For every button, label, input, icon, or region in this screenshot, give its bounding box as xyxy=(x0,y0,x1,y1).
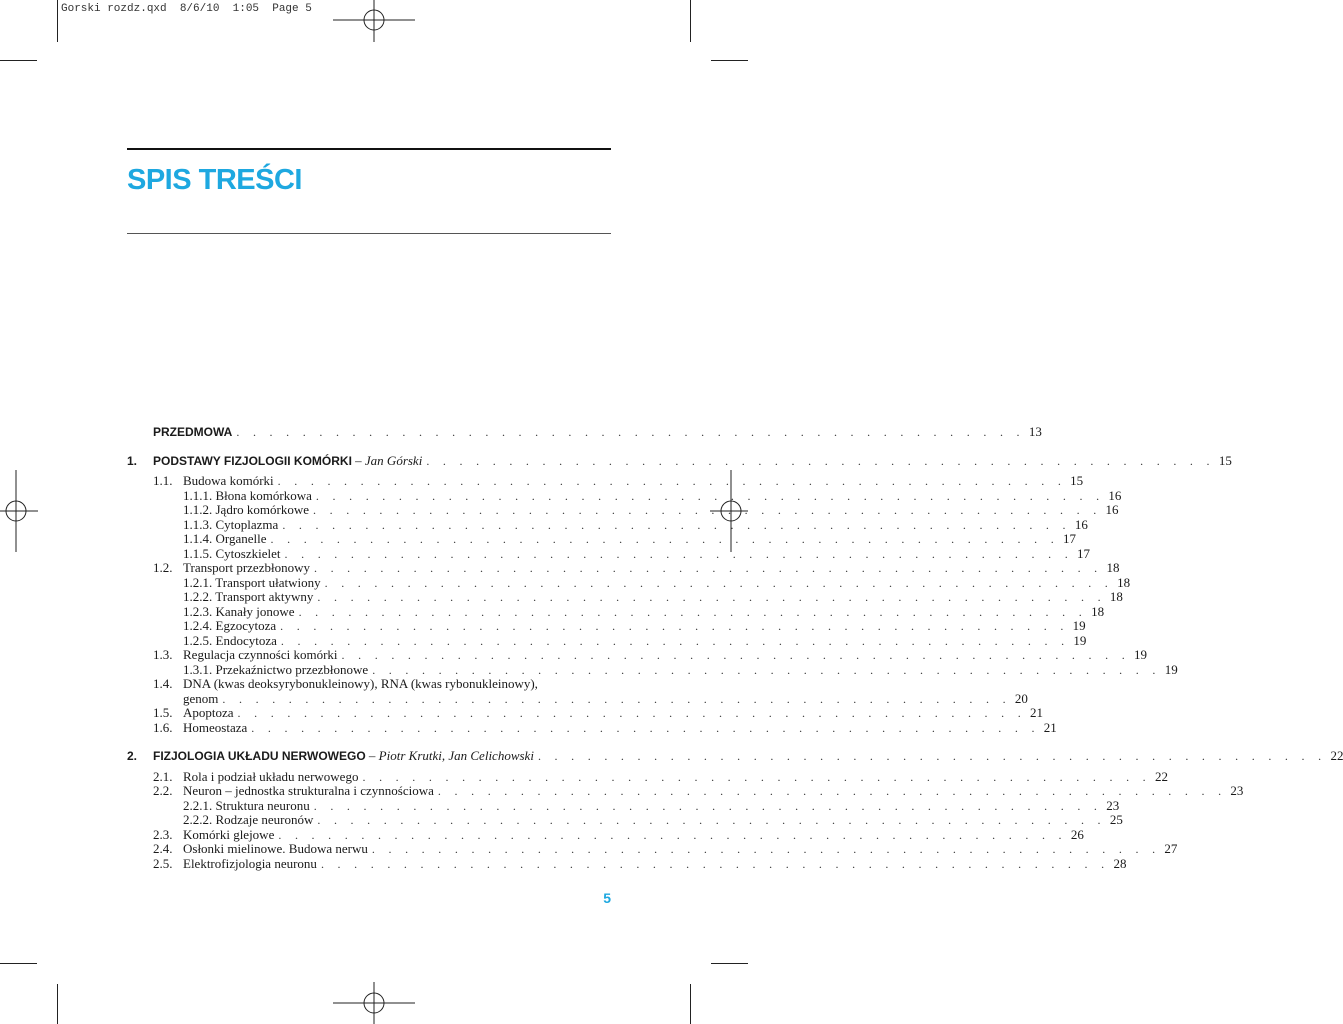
toc-page: 19 xyxy=(1072,618,1086,633)
toc-leader: . . . . . . . . . . . . . . . . . . . . . . . . . . . . . . . . . . . . . . . . . . . . . . . . xyxy=(315,488,1105,503)
toc-label: Osłonki mielinowe. Budowa nerwu xyxy=(183,841,368,856)
toc-entry xyxy=(127,768,1168,785)
toc-label: 1.2.1. Transport ułatwiony xyxy=(183,574,321,590)
toc-entry xyxy=(127,826,1084,843)
title-top-rule xyxy=(127,148,611,150)
toc-label: 1.1.4. Organelle xyxy=(183,531,267,546)
registration-mark-top xyxy=(333,0,415,42)
toc-leader: . . . . . . . . . . . . . . . . . . . . . . . . . . . . . . . . . . . . . . . . . . . . . . . . xyxy=(426,453,1215,468)
toc-subentry xyxy=(127,516,1088,533)
toc-number: 1.2. xyxy=(153,560,173,575)
toc-leader: . . . . . . . . . . . . . . . . . . . . . . . . . . . . . . . . . . . . . . . . . . . . . . . . xyxy=(277,474,1067,488)
toc-author: – Jan Górski xyxy=(351,452,423,468)
toc-page: 15 xyxy=(1218,452,1232,468)
toc-label: DNA (kwas deoksyrybonukleinowy), RNA (kwas rybonukleinowy), xyxy=(183,676,538,691)
toc-subentry xyxy=(127,502,1119,518)
toc-label: Elektrofizjologia neuronu xyxy=(183,855,317,871)
toc-label: 1.1.5. Cytoszkielet xyxy=(183,545,281,561)
toc-page: 23 xyxy=(1106,797,1120,813)
toc-label: Rola i podział układu nerwowego xyxy=(183,768,359,784)
toc-label: 1.2.4. Egzocytoza xyxy=(183,618,277,633)
printer-slug: Gorski rozdz.qxd 8/6/10 1:05 Page 5 xyxy=(61,3,312,15)
toc-leader: . . . . . . . . . . . . . . . . . . . . . . . . . . . . . . . . . . . . . . . . . . . . . . . . xyxy=(317,590,1106,604)
toc-leader: . . . . . . . . . . . . . . . . . . . . . . . . . . . . . . . . . . . . . . . . . . . . . . . . xyxy=(313,561,1103,575)
toc-label: 1.2.3. Kanały jonowe xyxy=(183,603,295,619)
toc-leader: . . . . . . . . . . . . . . . . . . . . . . . . . . . . . . . . . . . . . . . . . . . . . . . . xyxy=(280,633,1070,648)
crop-mark xyxy=(57,0,58,42)
toc-subentry xyxy=(127,574,1131,591)
toc-page: 23 xyxy=(1230,783,1244,798)
toc-subentry xyxy=(127,531,1077,547)
toc-label: FIZJOLOGIA UKŁADU NERWOWEGO xyxy=(153,749,366,763)
toc-label: Regulacja czynności komórki xyxy=(183,647,338,662)
toc-label: Apoptoza xyxy=(183,705,234,720)
crop-mark xyxy=(0,60,37,61)
toc-entry xyxy=(127,677,611,692)
toc-subentry xyxy=(127,603,1105,620)
toc-leader: . . . . . . . . . . . . . . . . . . . . . . . . . . . . . . . . . . . . . . . . . . . . . . . . xyxy=(341,648,1131,662)
toc-page: 22 xyxy=(1154,768,1168,784)
toc-leader: . . . . . . . . . . . . . . . . . . . . . . . . . . . . . . . . . . . . . . . . . . . . . . . . xyxy=(236,425,1025,439)
toc-number: 2.5. xyxy=(153,855,173,871)
toc-label: 2.2.2. Rodzaje neuronów xyxy=(183,812,314,827)
toc-entry xyxy=(127,841,1178,857)
toc-page: 13 xyxy=(1028,424,1042,439)
toc-subentry xyxy=(127,812,1123,828)
toc-number: 2.3. xyxy=(153,826,173,842)
toc-entry xyxy=(127,647,1148,663)
toc-number: 1.3. xyxy=(153,647,173,662)
toc-subentry xyxy=(127,661,1178,678)
toc-entry xyxy=(127,560,1120,576)
toc-entry-continuation xyxy=(127,690,1028,707)
toc-leader: . . . . . . . . . . . . . . . . . . . . . . . . . . . . . . . . . . . . . . . . . . . . . . . . xyxy=(282,517,1071,532)
toc-entry xyxy=(127,855,1127,872)
toc-leader: . . . . . . . . . . . . . . . . . . . . . . . . . . . . . . . . . . . . . . . . . . . . . . . . xyxy=(372,662,1161,677)
crop-mark xyxy=(690,984,691,1024)
toc-label: 1.3.1. Przekaźnictwo przezbłonowe xyxy=(183,661,369,677)
toc-leader: . . . . . . . . . . . . . . . . . . . . . . . . . . . . . . . . . . . . . . . . . . . . . . . . xyxy=(537,749,1327,763)
toc-page: 17 xyxy=(1063,531,1077,546)
toc-leader: . . . . . . . . . . . . . . . . . . . . . . . . . . . . . . . . . . . . . . . . . . . . . . . . xyxy=(237,706,1027,720)
toc-entry xyxy=(127,705,1044,721)
page-title: SPIS TREŚCI xyxy=(127,164,302,196)
toc-leader: . . . . . . . . . . . . . . . . . . . . . . . . . . . . . . . . . . . . . . . . . . . . . . . . xyxy=(270,532,1060,546)
toc-label: PRZEDMOWA xyxy=(153,425,233,439)
toc-label: Transport przezbłonowy xyxy=(183,560,310,575)
registration-mark-bottom xyxy=(333,982,415,1024)
toc-page: 28 xyxy=(1113,855,1127,871)
crop-mark xyxy=(711,60,748,61)
toc-number: 2.4. xyxy=(153,841,173,856)
toc-page: 18 xyxy=(1117,574,1131,590)
toc-number: 1. xyxy=(127,453,138,468)
toc-label: Komórki glejowe xyxy=(183,826,275,842)
toc-chapter-2 xyxy=(127,748,1343,764)
toc-number: 2. xyxy=(127,749,138,763)
toc-chapter-1 xyxy=(127,452,1232,469)
toc-label: Homeostaza xyxy=(183,719,248,735)
toc-subentry xyxy=(127,487,1122,504)
toc-label: 1.2.2. Transport aktywny xyxy=(183,589,314,604)
toc-entry xyxy=(127,783,1244,799)
toc-page: 19 xyxy=(1134,647,1148,662)
toc-label: 1.1.1. Błona komórkowa xyxy=(183,487,312,503)
toc-page: 16 xyxy=(1105,502,1119,517)
toc-number: 1.5. xyxy=(153,705,173,720)
toc-leader: . . . . . . . . . . . . . . . . . . . . . . . . . . . . . . . . . . . . . . . . . . . . . . . . xyxy=(298,604,1088,619)
page-number: 5 xyxy=(603,890,611,906)
toc-subentry xyxy=(127,589,1123,605)
registration-mark-left xyxy=(0,470,38,552)
toc-label: 1.1.3. Cytoplazma xyxy=(183,516,279,532)
crop-mark xyxy=(57,984,58,1024)
toc-number: 1.6. xyxy=(153,719,173,735)
title-bottom-rule xyxy=(127,233,611,234)
toc-subentry xyxy=(127,632,1087,649)
toc-page: 18 xyxy=(1091,603,1105,619)
toc-leader: . . . . . . . . . . . . . . . . . . . . . . . . . . . . . . . . . . . . . . . . . . . . . . . . xyxy=(222,691,1011,706)
toc-label: Budowa komórki xyxy=(183,473,274,488)
toc-page: 25 xyxy=(1109,812,1123,827)
toc-leader: . . . . . . . . . . . . . . . . . . . . . . . . . . . . . . . . . . . . . . . . . . . . . . . . xyxy=(320,856,1110,871)
toc-leader: . . . . . . . . . . . . . . . . . . . . . . . . . . . . . . . . . . . . . . . . . . . . . . . . xyxy=(317,813,1106,827)
toc-page: 19 xyxy=(1164,661,1178,677)
crop-mark xyxy=(690,0,691,42)
toc-page: 26 xyxy=(1070,826,1084,842)
toc-leader: . . . . . . . . . . . . . . . . . . . . . . . . . . . . . . . . . . . . . . . . . . . . . . . . xyxy=(278,827,1067,842)
crop-mark xyxy=(711,963,748,964)
toc-number: 2.1. xyxy=(153,768,173,784)
toc-label: genom xyxy=(183,690,219,706)
toc-page: 21 xyxy=(1030,705,1044,720)
toc-subentry xyxy=(127,545,1090,562)
toc-subentry xyxy=(127,618,1086,634)
toc-label: 2.2.1. Struktura neuronu xyxy=(183,797,310,813)
toc-page: 20 xyxy=(1014,690,1028,706)
toc-leader: . . . . . . . . . . . . . . . . . . . . . . . . . . . . . . . . . . . . . . . . . . . . . . . . xyxy=(371,842,1161,856)
toc-label: Neuron – jednostka strukturalna i czynnościowa xyxy=(183,783,434,798)
toc-page: 16 xyxy=(1074,516,1088,532)
toc-number: 1.4. xyxy=(153,676,173,691)
toc-subentry xyxy=(127,797,1120,814)
toc-label: PODSTAWY FIZJOLOGII KOMÓRKI xyxy=(153,453,352,468)
toc-page: 22 xyxy=(1330,748,1343,763)
toc-leader: . . . . . . . . . . . . . . . . . . . . . . . . . . . . . . . . . . . . . . . . . . . . . . . . xyxy=(313,798,1103,813)
toc-page: 16 xyxy=(1108,487,1122,503)
toc-leader: . . . . . . . . . . . . . . . . . . . . . . . . . . . . . . . . . . . . . . . . . . . . . . . . xyxy=(251,720,1040,735)
toc-number: 1.1. xyxy=(153,473,173,488)
toc-page: 27 xyxy=(1164,841,1178,856)
toc-page: 15 xyxy=(1070,473,1084,488)
toc-leader: . . . . . . . . . . . . . . . . . . . . . . . . . . . . . . . . . . . . . . . . . . . . . . . . xyxy=(324,575,1114,590)
toc-entry xyxy=(127,719,1057,736)
toc-leader: . . . . . . . . . . . . . . . . . . . . . . . . . . . . . . . . . . . . . . . . . . . . . . . . xyxy=(437,784,1227,798)
toc-leader: . . . . . . . . . . . . . . . . . . . . . . . . . . . . . . . . . . . . . . . . . . . . . . . . xyxy=(280,619,1069,633)
toc-page: 21 xyxy=(1043,719,1057,735)
toc-leader: . . . . . . . . . . . . . . . . . . . . . . . . . . . . . . . . . . . . . . . . . . . . . . . . xyxy=(284,546,1073,561)
toc-page: 19 xyxy=(1073,632,1087,648)
toc-number: 2.2. xyxy=(153,783,173,798)
toc-label: 1.2.5. Endocytoza xyxy=(183,632,277,648)
toc-page: 18 xyxy=(1106,560,1120,575)
toc-author: – Piotr Krutki, Jan Celichowski xyxy=(365,748,534,763)
toc-page: 17 xyxy=(1077,545,1090,561)
toc-entry xyxy=(127,473,1084,489)
toc-entry-preface xyxy=(127,424,1042,440)
toc-leader: . . . . . . . . . . . . . . . . . . . . . . . . . . . . . . . . . . . . . . . . . . . . . . . . xyxy=(362,769,1151,784)
toc-label: 1.1.2. Jądro komórkowe xyxy=(183,502,310,517)
toc-page: 18 xyxy=(1109,589,1123,604)
table-of-contents xyxy=(127,424,1343,871)
crop-mark xyxy=(0,963,37,964)
toc-leader: . . . . . . . . . . . . . . . . . . . . . . . . . . . . . . . . . . . . . . . . . . . . . . . . xyxy=(313,503,1102,517)
